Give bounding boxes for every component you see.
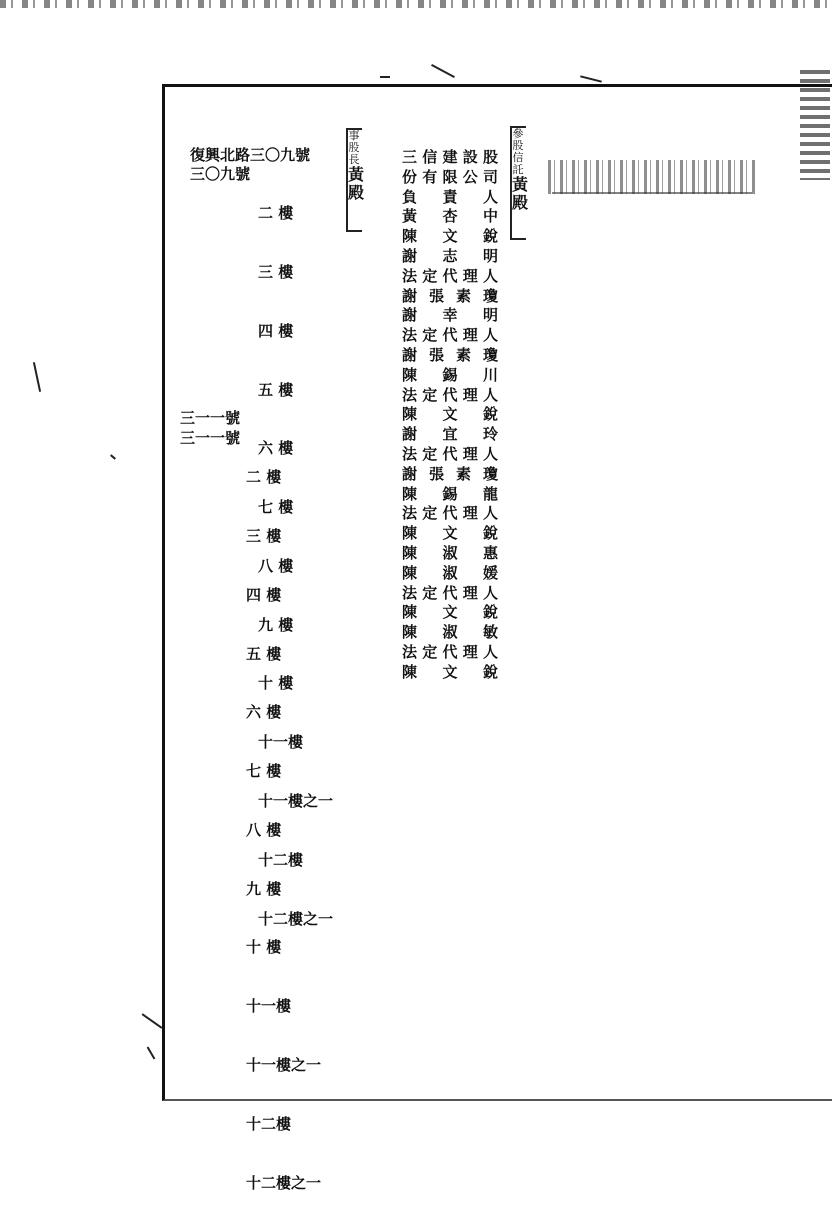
owner-row: 法定代理人 [402,266,498,285]
floor-item: 十一樓 [258,733,304,752]
scan-speck [110,454,116,459]
stamp-right-name: 黃殿 [512,175,529,212]
owner-row: 陳 錫 龍 [402,484,498,503]
owner-row: 陳 文 銳 [402,524,498,543]
owner-row: 陳 文 銳 [402,603,498,622]
owner-row: 法定代理人 [402,326,498,345]
address-311-line-2-prefix: 三一一號 [180,429,241,447]
scan-smudge-line [552,182,752,194]
address-line-2-prefix: 三〇九號 [190,165,251,183]
floor-item: 三 樓 [258,262,294,281]
owner-row: 謝 志 明 [402,246,498,265]
address-line-1: 復興北路三〇九號 [190,146,311,164]
floor-item: 十 樓 [246,938,282,957]
floor-item: 三 樓 [246,526,282,545]
stamp-left-small-text: 事股長 [348,129,360,166]
scan-speck [580,75,602,82]
owner-row: 負 責 人 [402,187,498,206]
owner-row: 份有限公司 [402,167,498,186]
floor-item: 十一樓 [246,997,292,1016]
scan-speck [142,1013,163,1028]
owner-row: 陳 錫 川 [402,365,498,384]
scan-speck [431,64,455,78]
owner-row: 陳 淑 惠 [402,543,498,562]
owner-row: 陳 淑 敏 [402,623,498,642]
floor-item: 二 樓 [258,204,294,223]
floor-item: 七 樓 [258,498,294,517]
owner-row: 陳 淑 媛 [402,563,498,582]
floor-item: 十一樓之一 [246,1056,322,1074]
floor-item: 二 樓 [246,468,282,487]
owner-row: 謝張素瓊 [402,286,498,305]
floor-item: 九 樓 [258,615,294,634]
owner-row: 謝 宜 玲 [402,425,498,444]
owner-row: 謝張素瓊 [402,464,498,483]
floor-item: 八 樓 [246,820,282,839]
scan-speck [147,1046,156,1059]
floor-list-311 [246,429,321,1213]
owner-list [402,148,498,683]
stamp-left-name: 黃殿 [348,165,365,202]
floor-item: 十 樓 [258,674,294,693]
scan-speck [380,76,390,78]
owner-row: 法定代理人 [402,642,498,661]
floor-item: 五 樓 [246,644,282,663]
floor-item: 九 樓 [246,879,282,898]
floor-item: 六 樓 [246,703,282,722]
owner-row: 三信建設股 [402,148,498,166]
owner-row: 陳 文 銳 [402,662,498,681]
owner-row: 法定代理人 [402,504,498,523]
owner-row: 法定代理人 [402,583,498,602]
floor-item: 十二樓之一 [258,909,334,928]
floor-item: 四 樓 [258,321,294,340]
scan-top-noise [0,0,832,8]
floor-item: 八 樓 [258,556,294,575]
floor-item: 五 樓 [258,380,294,399]
official-stamp-left [346,128,365,232]
stamp-right-small-text: 參股信託 [512,127,524,176]
scan-speck [33,362,41,392]
owner-row: 法定代理人 [402,444,498,463]
owner-row: 謝 幸 明 [402,306,498,325]
floor-item: 十二樓 [258,850,304,869]
official-stamp-right [510,126,529,240]
floor-item: 七 樓 [246,762,282,781]
floor-item: 十二樓 [246,1114,292,1133]
owner-row: 陳 文 銳 [402,227,498,246]
owner-row: 陳 文 銳 [402,405,498,424]
address-311-line-1: 三一一號 [180,409,241,427]
floor-item: 四 樓 [246,585,282,604]
floor-item: 六 樓 [258,439,294,458]
owner-row: 法定代理人 [402,385,498,404]
floor-item: 十二樓之一 [246,1173,322,1192]
owner-row: 謝張素瓊 [402,345,498,364]
owner-row: 黃 杏 中 [402,207,498,226]
floor-item: 十一樓之一 [258,792,334,810]
